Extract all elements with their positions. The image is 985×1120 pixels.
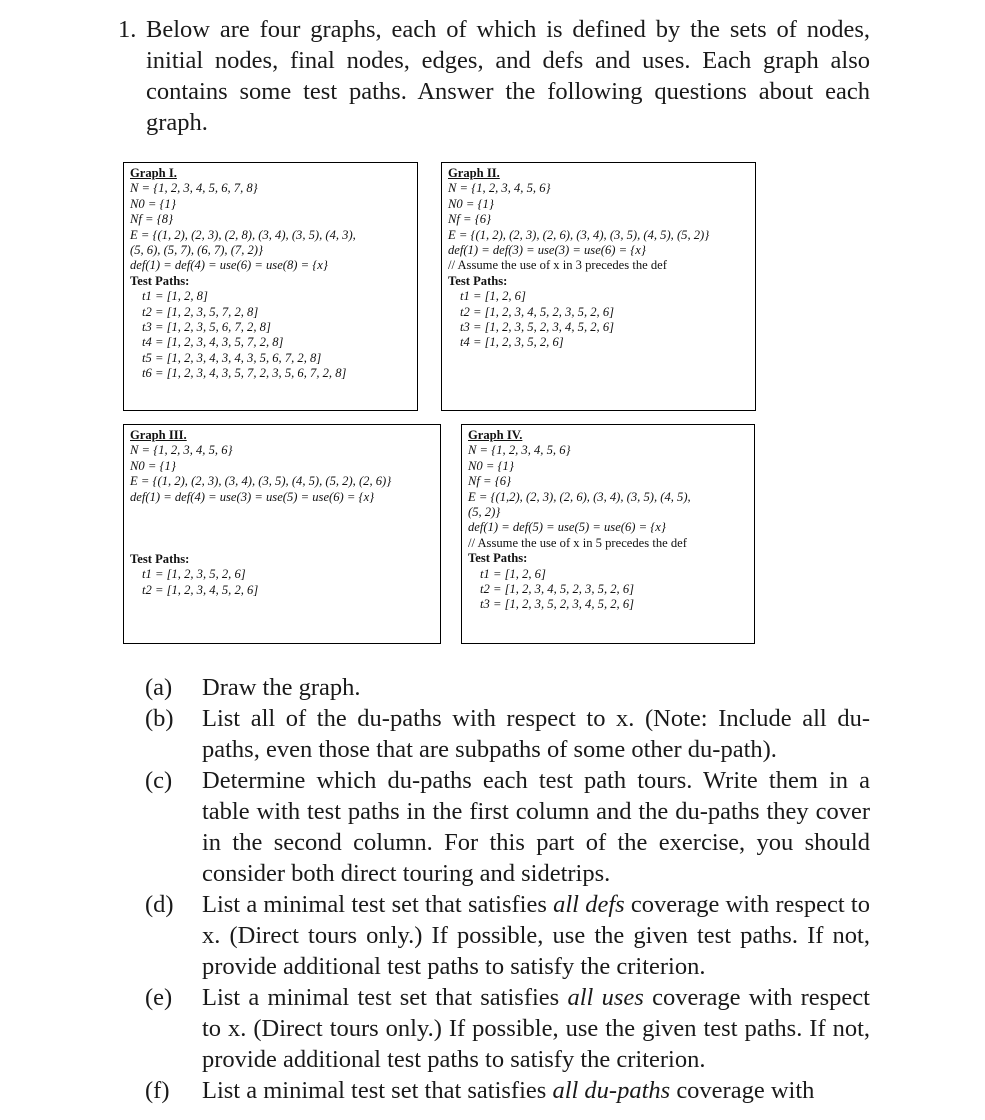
edge-set-continued: (5, 2)} [468,505,501,520]
question-text-continued: coverage with respect to x. (Direct tours only.) If possible, use the given test paths. If not, provide additional test paths to satisfy the criterion. [202,891,870,980]
coverage-criterion: all uses [567,984,644,1011]
edge-set-continued: (5, 6), (5, 7), (6, 7), (7, 2)} [130,243,264,258]
question-b [145,703,870,765]
initial-nodes: N0 = {1} [130,196,176,211]
graph-title: Graph III. [130,428,187,442]
test-path: t4 = [1, 2, 3, 5, 2, 6] [460,335,564,350]
graph-3-box [123,424,441,644]
question-text: List all of the du-paths with respect to x. (Note: Include all du-paths, even those that are subpaths of some other du-path). [202,705,870,763]
test-paths-heading: Test Paths: [448,273,508,288]
edge-set: E = {(1, 2), (2, 3), (2, 8), (3, 4), (3, 5), (4, 3), [130,227,356,242]
coverage-criterion: all defs [553,891,625,918]
spacer [130,505,440,552]
coverage-criterion: all du-paths [552,1077,671,1104]
edge-set: E = {(1, 2), (2, 3), (3, 4), (3, 5), (4, 5), (5, 2), (2, 6)} [130,474,392,489]
initial-nodes: N0 = {1} [130,458,176,473]
graph-title: Graph I. [130,166,177,180]
test-paths-heading: Test Paths: [468,551,528,566]
test-path: t2 = [1, 2, 3, 5, 7, 2, 8] [142,304,259,319]
node-set: N = {1, 2, 3, 4, 5, 6} [130,443,233,458]
test-path: t1 = [1, 2, 6] [460,289,526,304]
question-f [145,1075,870,1106]
test-path: t2 = [1, 2, 3, 4, 5, 2, 3, 5, 2, 6] [460,304,615,319]
question-e [145,982,870,1075]
problem-intro [118,14,870,138]
initial-nodes: N0 = {1} [468,458,514,473]
graph-2-box [441,162,756,411]
test-path: t5 = [1, 2, 3, 4, 3, 4, 3, 5, 6, 7, 2, 8] [142,350,322,365]
question-text: Draw the graph. [202,674,361,701]
test-paths-heading: Test Paths: [130,552,190,567]
test-path: t3 = [1, 2, 3, 5, 2, 3, 4, 5, 2, 6] [460,320,615,335]
node-set: N = {1, 2, 3, 4, 5, 6, 7, 8} [130,181,258,196]
def-use-sets: def(1) = def(3) = use(3) = use(6) = {x} [448,243,646,258]
test-path: t1 = [1, 2, 8] [142,289,208,304]
test-path: t3 = [1, 2, 3, 5, 6, 7, 2, 8] [142,320,271,335]
question-label: (d) [145,891,174,918]
question-label: (c) [145,767,173,794]
test-path: t1 = [1, 2, 3, 5, 2, 6] [142,567,246,582]
question-label: (b) [145,705,174,732]
def-use-sets: def(1) = def(4) = use(3) = use(5) = use(6) = {x} [130,489,375,504]
final-nodes: Nf = {8} [130,212,174,227]
problem-text: Below are four graphs, each of which is defined by the sets of nodes, initial nodes, final nodes, edges, and defs and uses. Each graph also contains some test paths. Answer the following questions about each graph. [146,16,870,136]
graph-1-box [123,162,418,411]
def-use-sets: def(1) = def(5) = use(5) = use(6) = {x} [468,520,666,535]
edge-set: E = {(1,2), (2, 3), (2, 6), (3, 4), (3, 5), (4, 5), [468,489,691,504]
graph-title: Graph IV. [468,428,523,442]
question-a [145,672,870,703]
question-text: Determine which du-paths each test path tours. Write them in a table with test paths in the first column and the du-paths they cover in the second column. For this part of the exercise, you should consider both direct touring and sidetrips. [202,767,870,887]
graph-4-box [461,424,755,644]
test-path: t2 = [1, 2, 3, 4, 5, 2, 6] [142,582,259,597]
question-text-continued: coverage with [670,1077,815,1104]
question-label: (e) [145,984,173,1011]
initial-nodes: N0 = {1} [448,196,494,211]
node-set: N = {1, 2, 3, 4, 5, 6} [448,181,551,196]
question-c [145,765,870,889]
question-d [145,889,870,982]
test-path: t4 = [1, 2, 3, 4, 3, 5, 7, 2, 8] [142,335,284,350]
assumption-note: // Assume the use of x in 5 precedes the def [468,535,687,550]
def-use-sets: def(1) = def(4) = use(6) = use(8) = {x} [130,258,328,273]
question-text: List a minimal test set that satisfies [202,1077,553,1104]
question-text: List a minimal test set that satisfies [202,984,568,1011]
final-nodes: Nf = {6} [448,212,492,227]
question-list [145,672,870,1106]
question-text: List a minimal test set that satisfies [202,891,554,918]
test-path: t3 = [1, 2, 3, 5, 2, 3, 4, 5, 2, 6] [480,597,635,612]
problem-number: 1. [118,16,137,43]
question-label: (f) [145,1077,170,1104]
node-set: N = {1, 2, 3, 4, 5, 6} [468,443,571,458]
test-path: t1 = [1, 2, 6] [480,566,546,581]
test-path: t6 = [1, 2, 3, 4, 3, 5, 7, 2, 3, 5, 6, 7, 2, 8] [142,366,347,381]
final-nodes: Nf = {6} [468,474,512,489]
test-path: t2 = [1, 2, 3, 4, 5, 2, 3, 5, 2, 6] [480,582,635,597]
edge-set: E = {(1, 2), (2, 3), (2, 6), (3, 4), (3, 5), (4, 5), (5, 2)} [448,227,710,242]
test-paths-heading: Test Paths: [130,273,190,288]
question-text-continued: coverage with respect to x. (Direct tours only.) If possible, use the given test paths. If not, provide additional test paths to satisfy the criterion. [202,984,870,1073]
assumption-note: // Assume the use of x in 3 precedes the def [448,258,667,273]
question-label: (a) [145,674,173,701]
graph-title: Graph II. [448,166,500,180]
